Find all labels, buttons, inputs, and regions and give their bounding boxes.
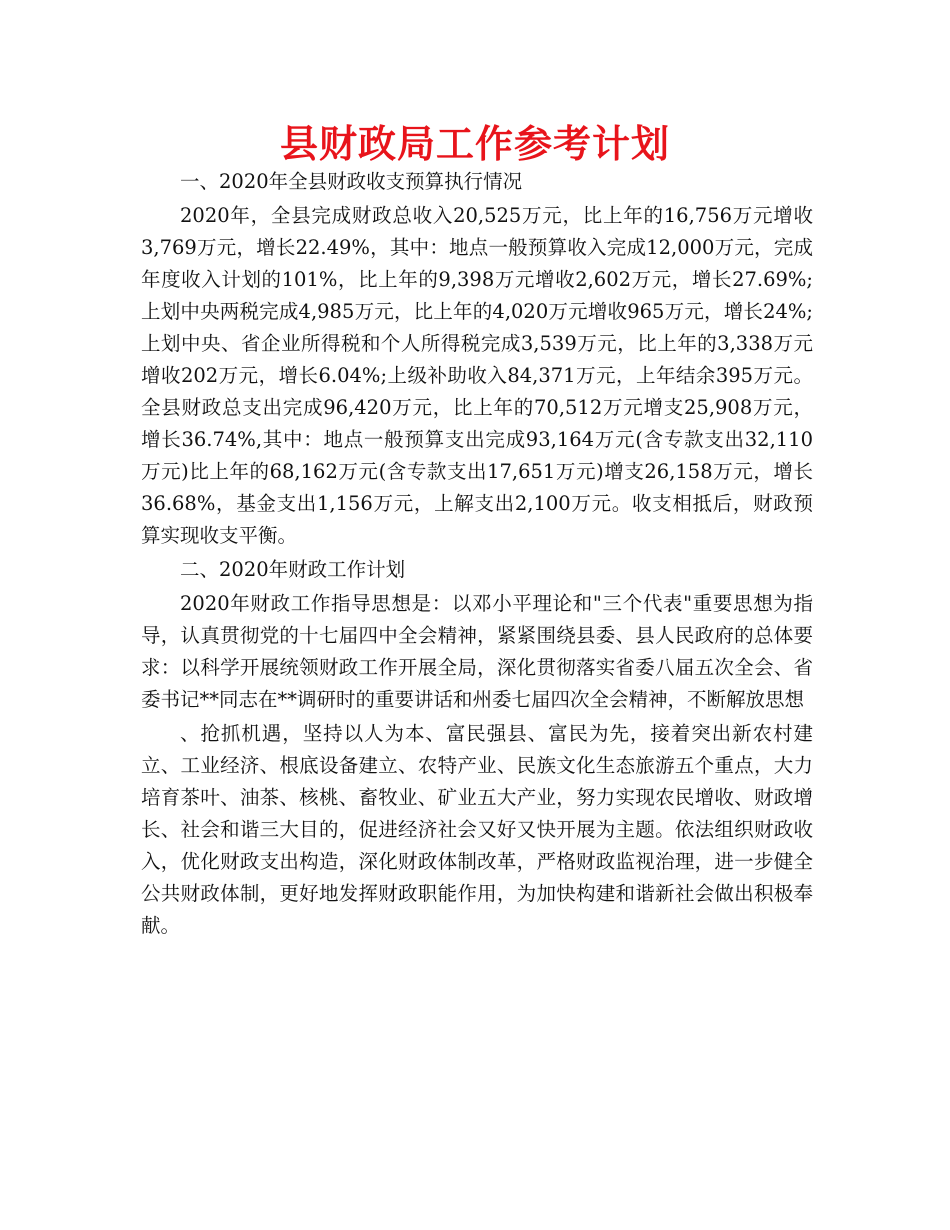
section-heading-2: 二、2020年财政工作计划 (180, 558, 406, 581)
document-body (141, 166, 813, 944)
paragraph-revenue-summary: 2020年，全县完成财政总收入20,525万元，比上年的16,756万元增收3,769万元，增长22.49%，其中：地点一般预算收入完成12,000万元，完成年度收入计划的101%，比上年的9,398万元增收2,602万元，增长27.69%;上划中央两税完成4,985万元，比上年的4,020万元增收965万元，增长24%;上划中央、省企业所得税和个人所得税完成3,539万元，比上年的3,338万元增收202万元，增长6.04%;上级补助收入84,371万元，上年结余395万元。全县财政总支出完成96,420万元，比上年的70,512万元增支25,908万元，增长36.74%,其中：地点一般预算支出完成93,164万元(含专款支出32,110万元)比上年的68,162万元(含专款支出17,651万元)增支26,158万元，增长36.68%，基金支出1,156万元，上解支出2,100万元。收支相抵后，财政预算实现收支平衡。 (141, 204, 813, 547)
paragraph-work-priorities: 、抢抓机遇，坚持以人为本、富民强县、富民为先，接着突出新农村建立、工业经济、根底设备建立、农特产业、民族文化生态旅游五个重点，大力培育茶叶、油茶、核桃、畜牧业、矿业五大产业，努力实现农民增收、财政增长、社会和谐三大目的，促进经济社会又好又快开展为主题。依法组织财政收入，优化财政支出构造，深化财政体制改革，严格财政监视治理，进一步健全公共财政体制，更好地发挥财政职能作用，为加快构建和谐新社会做出积极奉献。 (141, 722, 813, 937)
document-title: 县财政局工作参考计划 (279, 122, 670, 166)
section-heading-1: 一、2020年全县财政收支预算执行情况 (180, 170, 523, 193)
paragraph-guiding-thought: 2020年财政工作指导思想是：以邓小平理论和"三个代表"重要思想为指导，认真贯彻党的十七届四中全会精神，紧紧围绕县委、县人民政府的总体要求：以科学开展统领财政工作开展全局，深化贯彻落实省委八届五次全会、省委书记**同志在**调研时的重要讲话和州委七届四次全会精神，不断解放思想 (141, 592, 813, 711)
